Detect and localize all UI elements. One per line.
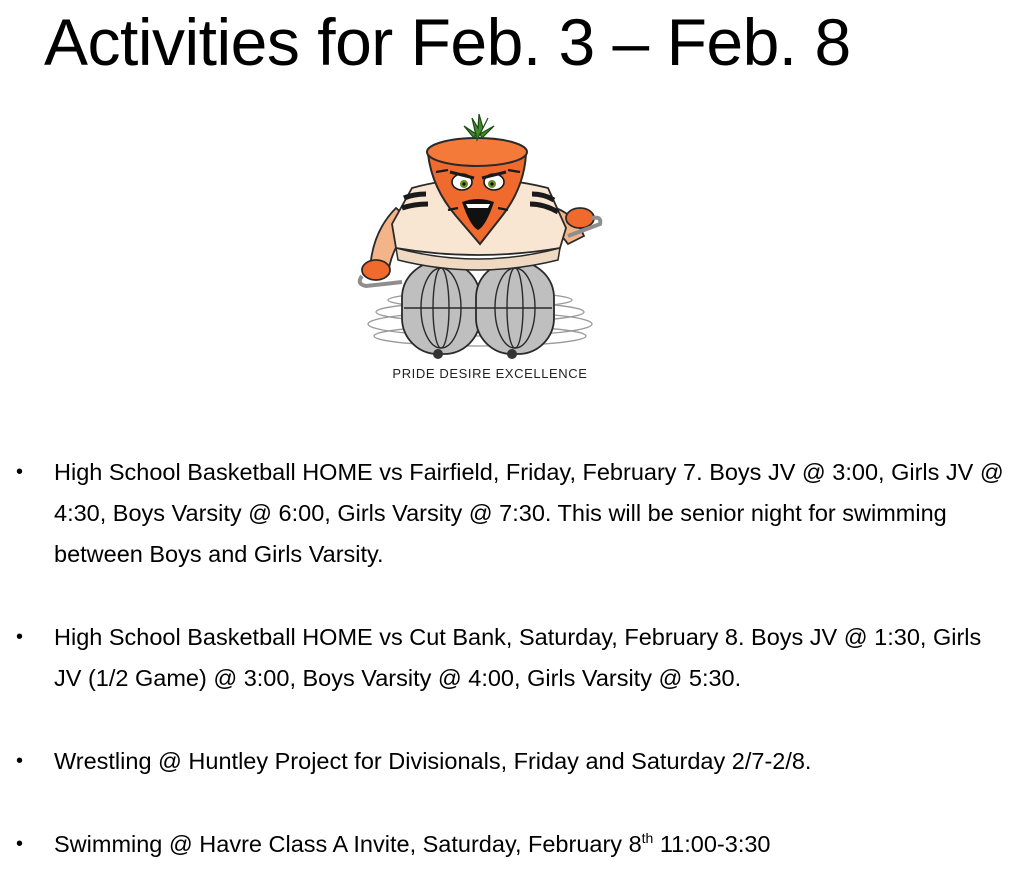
logo-motto: PRIDE DESIRE EXCELLENCE [392, 366, 588, 381]
activity-text: High School Basketball HOME vs Fairfield, Friday, February 7. Boys JV @ 3:00, Girls JV @ 4:30, Boys Varsity @ 6:00, Girls Varsity @ 7:30. This will be senior night for swimming between Boys and Girls Varsity. [54, 459, 1004, 567]
list-item-swimming [0, 824, 1024, 865]
list-item-cut-bank-basketball [0, 617, 1024, 699]
list-item-fairfield-basketball [0, 452, 1024, 575]
bullet-icon: • [16, 626, 24, 648]
bullet-icon: • [16, 833, 24, 855]
carrot-mascot-icon [352, 112, 604, 390]
activity-text [54, 831, 770, 857]
activity-text-main: Swimming @ Havre Class A Invite, Saturday, February 8 [54, 831, 642, 857]
activity-text-time: 11:00-3:30 [653, 831, 771, 857]
ordinal-suffix: th [641, 830, 654, 846]
bullet-icon: • [16, 750, 24, 772]
page-title: Activities for Feb. 3 – Feb. 8 [44, 5, 851, 79]
activity-text: Wrestling @ Huntley Project for Divisionals, Friday and Saturday 2/7-2/8. [54, 748, 812, 774]
list-item-wrestling [0, 741, 1024, 782]
bullet-icon: • [16, 461, 24, 483]
activity-text: High School Basketball HOME vs Cut Bank, Saturday, February 8. Boys JV @ 1:30, Girls JV (1/2 Game) @ 3:00, Boys Varsity @ 4:00, Girls Varsity @ 5:30. [54, 624, 982, 691]
activities-list [0, 452, 1024, 865]
